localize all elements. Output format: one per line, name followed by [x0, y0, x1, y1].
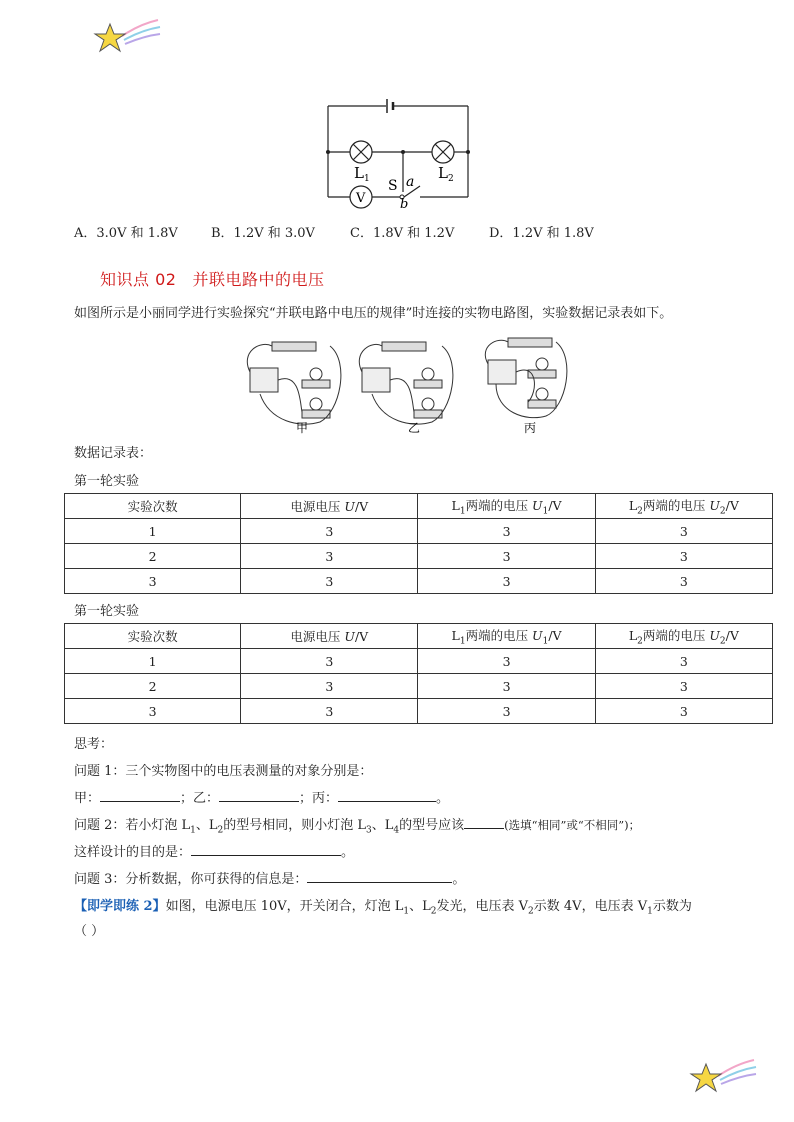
voltmeter-label: V: [356, 191, 366, 206]
table-row: 2 3 3 3: [65, 544, 773, 569]
question-3: 问题 3：分析数据，你可获得的信息是： 。: [74, 872, 466, 887]
answer-blank-q2[interactable]: [464, 816, 504, 829]
question-2: 问题 2：若小灯泡 $L_1$、$L_2$的型号相同，则小灯泡 $L_3$、$L_4$的型号应该 (选填“相同”或“不相同”)；: [74, 818, 641, 836]
round1-label: 第一轮实验: [74, 474, 140, 489]
answer-blank-purpose[interactable]: [191, 843, 341, 856]
table-row: 2 3 3 3: [65, 674, 773, 699]
table-row: 3 3 3 3: [65, 569, 773, 594]
option-a: A．3.0V 和 1.8V: [74, 226, 178, 241]
answer-options: [74, 222, 714, 241]
round2-label: 第一轮实验: [74, 604, 140, 619]
think-label: 思考：: [74, 737, 114, 752]
table-header-row: 实验次数 电源电压 U/V $L_1$两端的电压 $U_1/V$ $L_2$两端的电压 $U_2/V$: [65, 494, 773, 519]
option-c: C．1.8V 和 1.2V: [350, 226, 455, 241]
question-2-purpose: 这样设计的目的是： 。: [74, 845, 355, 860]
practice-tag: 【即学即练 2】: [74, 899, 166, 914]
practice-answer-paren: （ ）: [74, 924, 105, 939]
svg-text:S: S: [388, 178, 398, 194]
svg-text:b: b: [400, 197, 409, 212]
physical-circuit-figures: [240, 332, 580, 434]
question-1: 问题 1：三个实物图中的电压表测量的对象分别是：: [74, 764, 373, 779]
figure-label-yi: 乙: [408, 421, 421, 434]
data-table-round1: [64, 493, 773, 594]
table-row: 3 3 3 3: [65, 699, 773, 724]
svg-text:L1: $L_1$: [354, 164, 370, 184]
table-row: 1 3 3 3: [65, 649, 773, 674]
figure-label-bing: 丙: [524, 421, 537, 434]
answer-blank-yi[interactable]: [219, 789, 299, 802]
svg-text:a: a: [406, 174, 415, 190]
svg-text:L2: $L_2$: [438, 164, 454, 184]
data-table-round2: [64, 623, 773, 724]
table-row: 1 3 3 3: [65, 519, 773, 544]
star-decoration-icon: [92, 14, 162, 60]
answer-blank-bing[interactable]: [338, 789, 436, 802]
section-heading: 知识点 02 并联电路中的电压: [100, 270, 325, 289]
star-decoration-icon: [688, 1054, 758, 1100]
practice-question: 【即学即练 2】如图，电源电压 10V，开关闭合，灯泡 $L_1$、$L_2$发光，电压表 $V_2$示数 4V，电压表 $V_1$示数为: [74, 899, 692, 917]
option-d: D．1.2V 和 1.8V: [489, 226, 594, 241]
option-b: B．1.2V 和 3.0V: [211, 226, 315, 241]
figure-label-jia: 甲: [296, 421, 309, 434]
answer-blank-jia[interactable]: [100, 789, 180, 802]
intro-text: 如图所示是小丽同学进行实验探究“并联电路中电压的规律”时连接的实物电路图，实验数据记录表如下。: [74, 306, 673, 321]
answer-blank-q3[interactable]: [307, 870, 452, 883]
series-circuit-diagram: [320, 94, 480, 216]
question-1-blanks: 甲： ；乙： ；丙： 。: [74, 791, 450, 806]
table-header-row: 实验次数 电源电压 U/V $L_1$两端的电压 $U_1/V$ $L_2$两端的电压 $U_2/V$: [65, 624, 773, 649]
record-label: 数据记录表：: [74, 446, 153, 461]
